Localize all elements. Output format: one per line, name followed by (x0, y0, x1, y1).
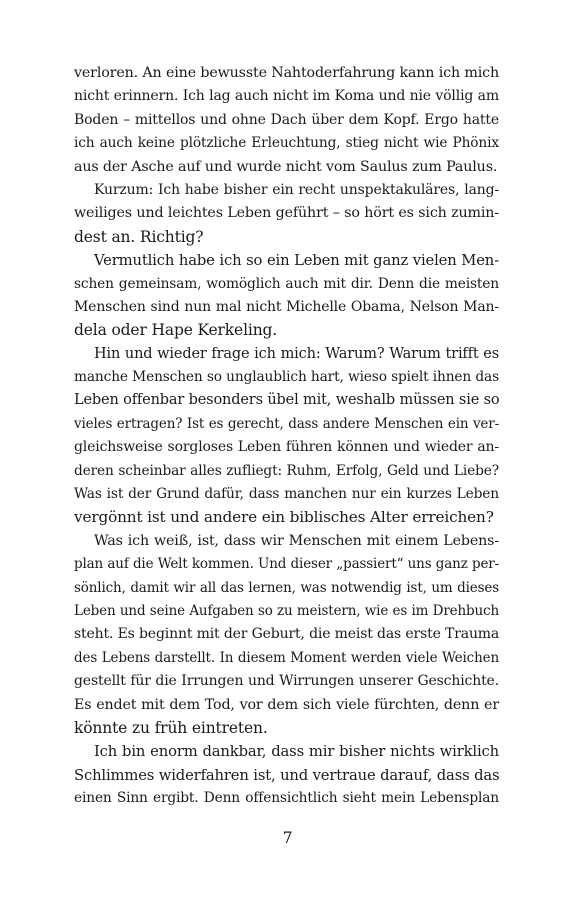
text-line: manche Menschen so unglaublich hart, wieso spielt ihnen das (74, 369, 499, 386)
text-line: ich auch keine plötzliche Erleuchtung, stieg nicht wie Phönix (74, 135, 499, 152)
text-line: verloren. An eine bewusste Nahtoderfahrung kann ich mich (74, 65, 499, 81)
text-line: Hin und wieder frage ich mich: Warum? Warum trifft es (94, 345, 499, 362)
text-line: steht. Es beginnt mit der Geburt, die meist das erste Trauma (74, 626, 500, 643)
text-line: dest an. Richtig? (74, 227, 204, 246)
body-text (74, 62, 499, 811)
text-line: deren scheinbar alles zufliegt: Ruhm, Erfolg, Geld und Liebe? (74, 462, 499, 479)
page-number: 7 (282, 829, 293, 847)
text-line: Schlimmes widerfahren ist, und vertraue darauf, dass das (74, 766, 500, 784)
text-line: Vermutlich habe ich so ein Leben mit ganz vielen Men- (94, 252, 499, 270)
text-line: Leben offenbar besonders übel mit, weshalb müssen sie so (74, 392, 500, 409)
text-line: Menschen sind nun mal nicht Michelle Obama, Nelson Man- (74, 298, 499, 315)
text-line: Was ich weiß, ist, dass wir Menschen mit einem Lebens- (94, 532, 499, 549)
text-line: des Lebens darstellt. In diesem Moment werden viele Weichen (74, 649, 499, 666)
text-line: Leben und seine Aufgaben so zu meistern, wie es im Drehbuch (74, 602, 499, 619)
text-line: dela oder Hape Kerkeling. (74, 321, 278, 340)
text-line: weiliges und leichtes Leben geführt – so hört es sich zumin- (74, 205, 499, 222)
text-line: gestellt für die Irrungen und Wirrungen unserer Geschichte. (74, 673, 499, 690)
text-line: sönlich, damit wir all das lernen, was notwendig ist, um dieses (74, 579, 499, 596)
text-line: vergönnt ist und andere ein biblisches Alter erreichen? (74, 508, 494, 527)
text-line: Boden – mittellos und ohne Dach über dem Kopf. Ergo hatte (74, 111, 499, 128)
text-line: Kurzum: Ich habe bisher ein recht unspektakuläres, lang- (94, 181, 499, 198)
text-line: einen Sinn ergibt. Denn offensichtlich sieht mein Lebensplan (74, 790, 499, 807)
text-line: Es endet mit dem Tod, vor dem sich viele fürchten, denn er (74, 696, 499, 713)
text-line: vieles ertragen? Ist es gerecht, dass andere Menschen ein ver- (74, 415, 499, 432)
text-line: könnte zu früh eintreten. (74, 718, 268, 737)
text-line: gleichsweise sorgloses Leben führen können und wieder an- (74, 439, 499, 456)
text-line: schen gemeinsam, womöglich auch mit dir. Denn die meisten (74, 275, 499, 292)
text-line: Was ist der Grund dafür, dass manchen nur ein kurzes Leben (74, 486, 499, 503)
text-line: aus der Asche auf und wurde nicht vom Saulus zum Paulus. (74, 158, 498, 175)
text-line: nicht erinnern. Ich lag auch nicht im Koma und nie völlig am (74, 88, 499, 105)
text-line: plan auf die Welt kommen. Und dieser „passiert“ uns ganz per- (74, 556, 499, 573)
text-line: Ich bin enorm dankbar, dass mir bisher nichts wirklich (94, 743, 499, 761)
